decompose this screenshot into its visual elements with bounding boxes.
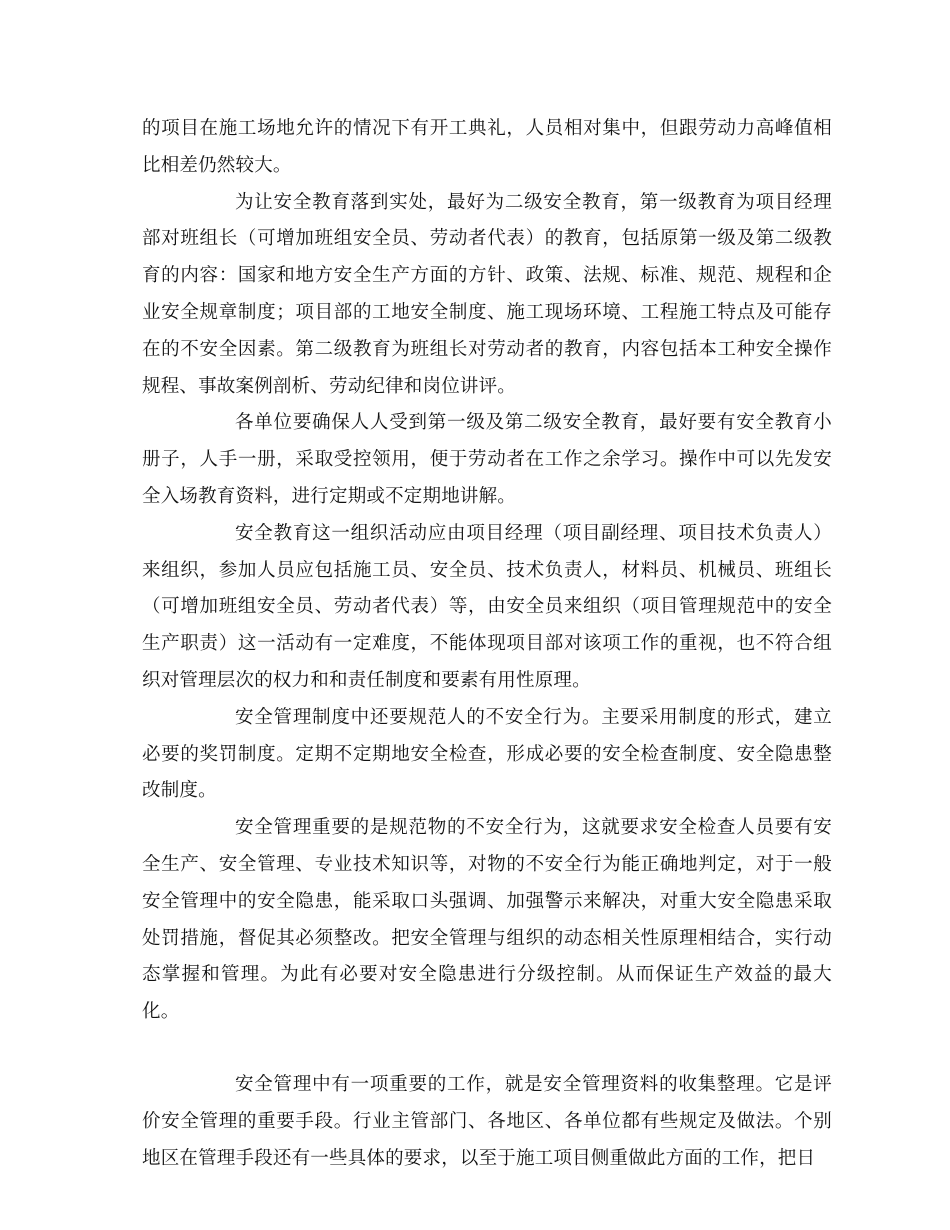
paragraph-human-behavior: 安全管理制度中还要规范人的不安全行为。主要采用制度的形式，建立必要的奖罚制度。定期不定期地安全检查，形成必要的安全检查制度、安全隐患整改制度。 — [142, 706, 832, 802]
paragraph-object-hazards: 安全管理重要的是规范物的不安全行为，这就要求安全检查人员要有安全生产、安全管理、专业技术知识等，对物的不安全行为能正确地判定，对于一般安全管理中的安全隐患，能采取口头强调、加强警示来解决，对重大安全隐患采取处罚措施，督促其必须整改。把安全管理与组织的动态相关性原理相结合，实行动态掌握和管理。为此有必要对安全隐患进行分级控制。从而保证生产效益的最大化。 — [142, 817, 832, 1023]
paragraph-two-level-education: 为让安全教育落到实处，最好为二级安全教育，第一级教育为项目经理部对班组长（可增加班组安全员、劳动者代表）的教育，包括原第一级及第二级教育的内容：国家和地方安全生产方面的方针、政策、法规、标准、规范、规程和企业安全规章制度；项目部的工地安全制度、施工现场环境、工程施工特点及可能存在的不安全因素。第二级教育为班组长对劳动者的教育，内容包括本工种安全操作规程、事故案例剖析、劳动纪律和岗位讲评。 — [142, 191, 832, 397]
paragraph-education-booklet: 各单位要确保人人受到第一级及第二级安全教育，最好要有安全教育小册子，人手一册，采取受控领用，便于劳动者在工作之余学习。操作中可以先发安全入场教育资料，进行定期或不定期地讲解。 — [142, 412, 832, 507]
paragraph-management-records: 安全管理中有一项重要的工作，就是安全管理资料的收集整理。它是评价安全管理的重要手段。行业主管部门、各地区、各单位都有些规定及做法。个别地区在管理手段还有一些具体的要求，以至于施工项目侧重做此方面的工作，把日 — [142, 1073, 832, 1169]
paragraph-continuation: 的项目在施工场地允许的情况下有开工典礼，人员相对集中，但跟劳动力高峰值相比相差仍然较大。 — [142, 118, 832, 176]
document-body — [142, 111, 832, 1177]
paragraph-organization: 安全教育这一组织活动应由项目经理（项目副经理、项目技术负责人）来组织，参加人员应包括施工员、安全员、技术负责人，材料员、机械员、班组长（可增加班组安全员、劳动者代表）等，由安全员来组织（项目管理规范中的安全生产职责）这一活动有一定难度，不能体现项目部对该项工作的重视，也不符合组织对管理层次的权力和和责任制度和要素有用性原理。 — [142, 522, 832, 691]
